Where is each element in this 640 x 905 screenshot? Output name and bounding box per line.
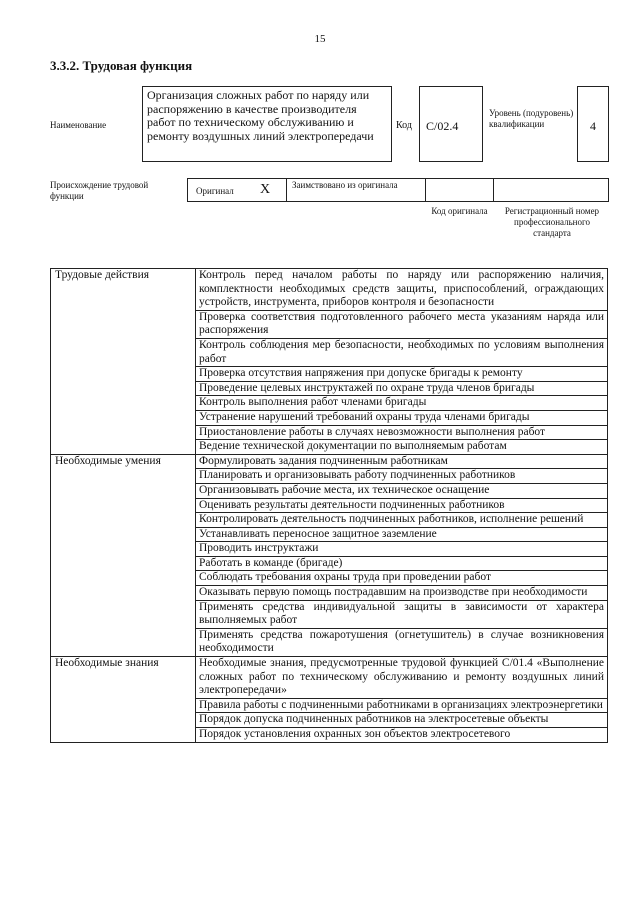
- table-item: Проведение целевых инструктажей по охране труда членов бригады: [196, 381, 608, 396]
- original-label: Оригинал: [196, 186, 234, 196]
- function-table: [50, 268, 608, 743]
- code-value: С/02.4: [426, 119, 459, 133]
- table-item: Работать в команде (бригаде): [196, 556, 608, 571]
- borrowed-cell: [286, 178, 426, 202]
- table-item: Порядок установления охранных зон объектов электросетевого: [196, 728, 608, 743]
- table-item: Правила работы с подчиненными работниками в организациях электроэнергетики: [196, 698, 608, 713]
- level-value: 4: [590, 119, 596, 133]
- page-number: 15: [314, 33, 326, 45]
- borrowed-label: Заимствовано из оригинала: [292, 180, 398, 190]
- original-cell: [187, 178, 287, 202]
- original-mark: X: [260, 182, 271, 197]
- code-original-label: Код оригинала: [431, 206, 488, 216]
- table-item: Применять средства пожаротушения (огнетушитель) в случае возникновения необходимости: [196, 628, 608, 656]
- table-item: Применять средства индивидуальной защиты в зависимости от характера выполняемых работ: [196, 600, 608, 628]
- level-label: Уровень (подуровень) квалификации: [489, 108, 574, 129]
- section-title-cell: Необходимые знания: [51, 657, 196, 743]
- table-item: Контроль перед началом работы по наряду или распоряжению наличия, комплектности необходимых средств защиты, приспособлений, ограждающих устройств, инструмента, приборов контроля и безопасности: [196, 269, 608, 311]
- table-item: Соблюдать требования охраны труда при проведении работ: [196, 571, 608, 586]
- code-box: [419, 86, 483, 162]
- table-item: Необходимые знания, предусмотренные трудовой функцией С/01.4 «Выполнение сложных работ по техническому обслуживанию и ремонту воздушных линий электропередачи»: [196, 657, 608, 699]
- table-item: Проверка соответствия подготовленного рабочего места указаниям наряда или распоряжения: [196, 310, 608, 338]
- table-item: Ведение технической документации по выполняемым работам: [196, 440, 608, 455]
- table-item: Контроль выполнения работ членами бригады: [196, 396, 608, 411]
- table-row: [51, 657, 608, 699]
- table-item: Оценивать результаты деятельности подчиненных работников: [196, 498, 608, 513]
- function-table-body: [51, 269, 608, 743]
- function-name-box: [142, 86, 392, 162]
- table-item: Организовывать рабочие места, их техническое оснащение: [196, 483, 608, 498]
- origin-label: Происхождение трудовой функции: [50, 180, 149, 201]
- table-item: Формулировать задания подчиненным работникам: [196, 454, 608, 469]
- section-title-cell: Необходимые умения: [51, 454, 196, 656]
- code-label: Код: [396, 120, 412, 131]
- table-item: Проверка отсутствия напряжения при допуске бригады к ремонту: [196, 367, 608, 382]
- table-item: Устранение нарушений требований охраны труда членами бригады: [196, 410, 608, 425]
- table-row: [51, 269, 608, 311]
- table-item: Контроль соблюдения мер безопасности, необходимых по условиям выполнения работ: [196, 338, 608, 366]
- table-item: Порядок допуска подчиненных работников на электросетевые объекты: [196, 713, 608, 728]
- table-item: Устанавливать переносное защитное заземление: [196, 527, 608, 542]
- table-item: Оказывать первую помощь пострадавшим на производстве при необходимости: [196, 586, 608, 601]
- table-item: Приостановление работы в случаях невозможности выполнения работ: [196, 425, 608, 440]
- section-title-cell: Трудовые действия: [51, 269, 196, 455]
- level-box: [577, 86, 609, 162]
- original-code-cell: [425, 178, 494, 202]
- table-item: Планировать и организовывать работу подчиненных работников: [196, 469, 608, 484]
- reg-number-label: Регистрационный номер профессионального стандарта: [504, 206, 600, 238]
- reg-number-cell: [493, 178, 609, 202]
- section-title: 3.3.2. Трудовая функция: [50, 58, 193, 73]
- function-name: Организация сложных работ по наряду или распоряжению в качестве производителя работ по техническому обслуживанию и ремонту воздушных линий электропередачи: [147, 88, 374, 143]
- table-item: Проводить инструктажи: [196, 542, 608, 557]
- name-label: Наименование: [50, 120, 107, 130]
- table-item: Контролировать деятельность подчиненных работников, исполнение решений: [196, 513, 608, 528]
- table-row: [51, 454, 608, 469]
